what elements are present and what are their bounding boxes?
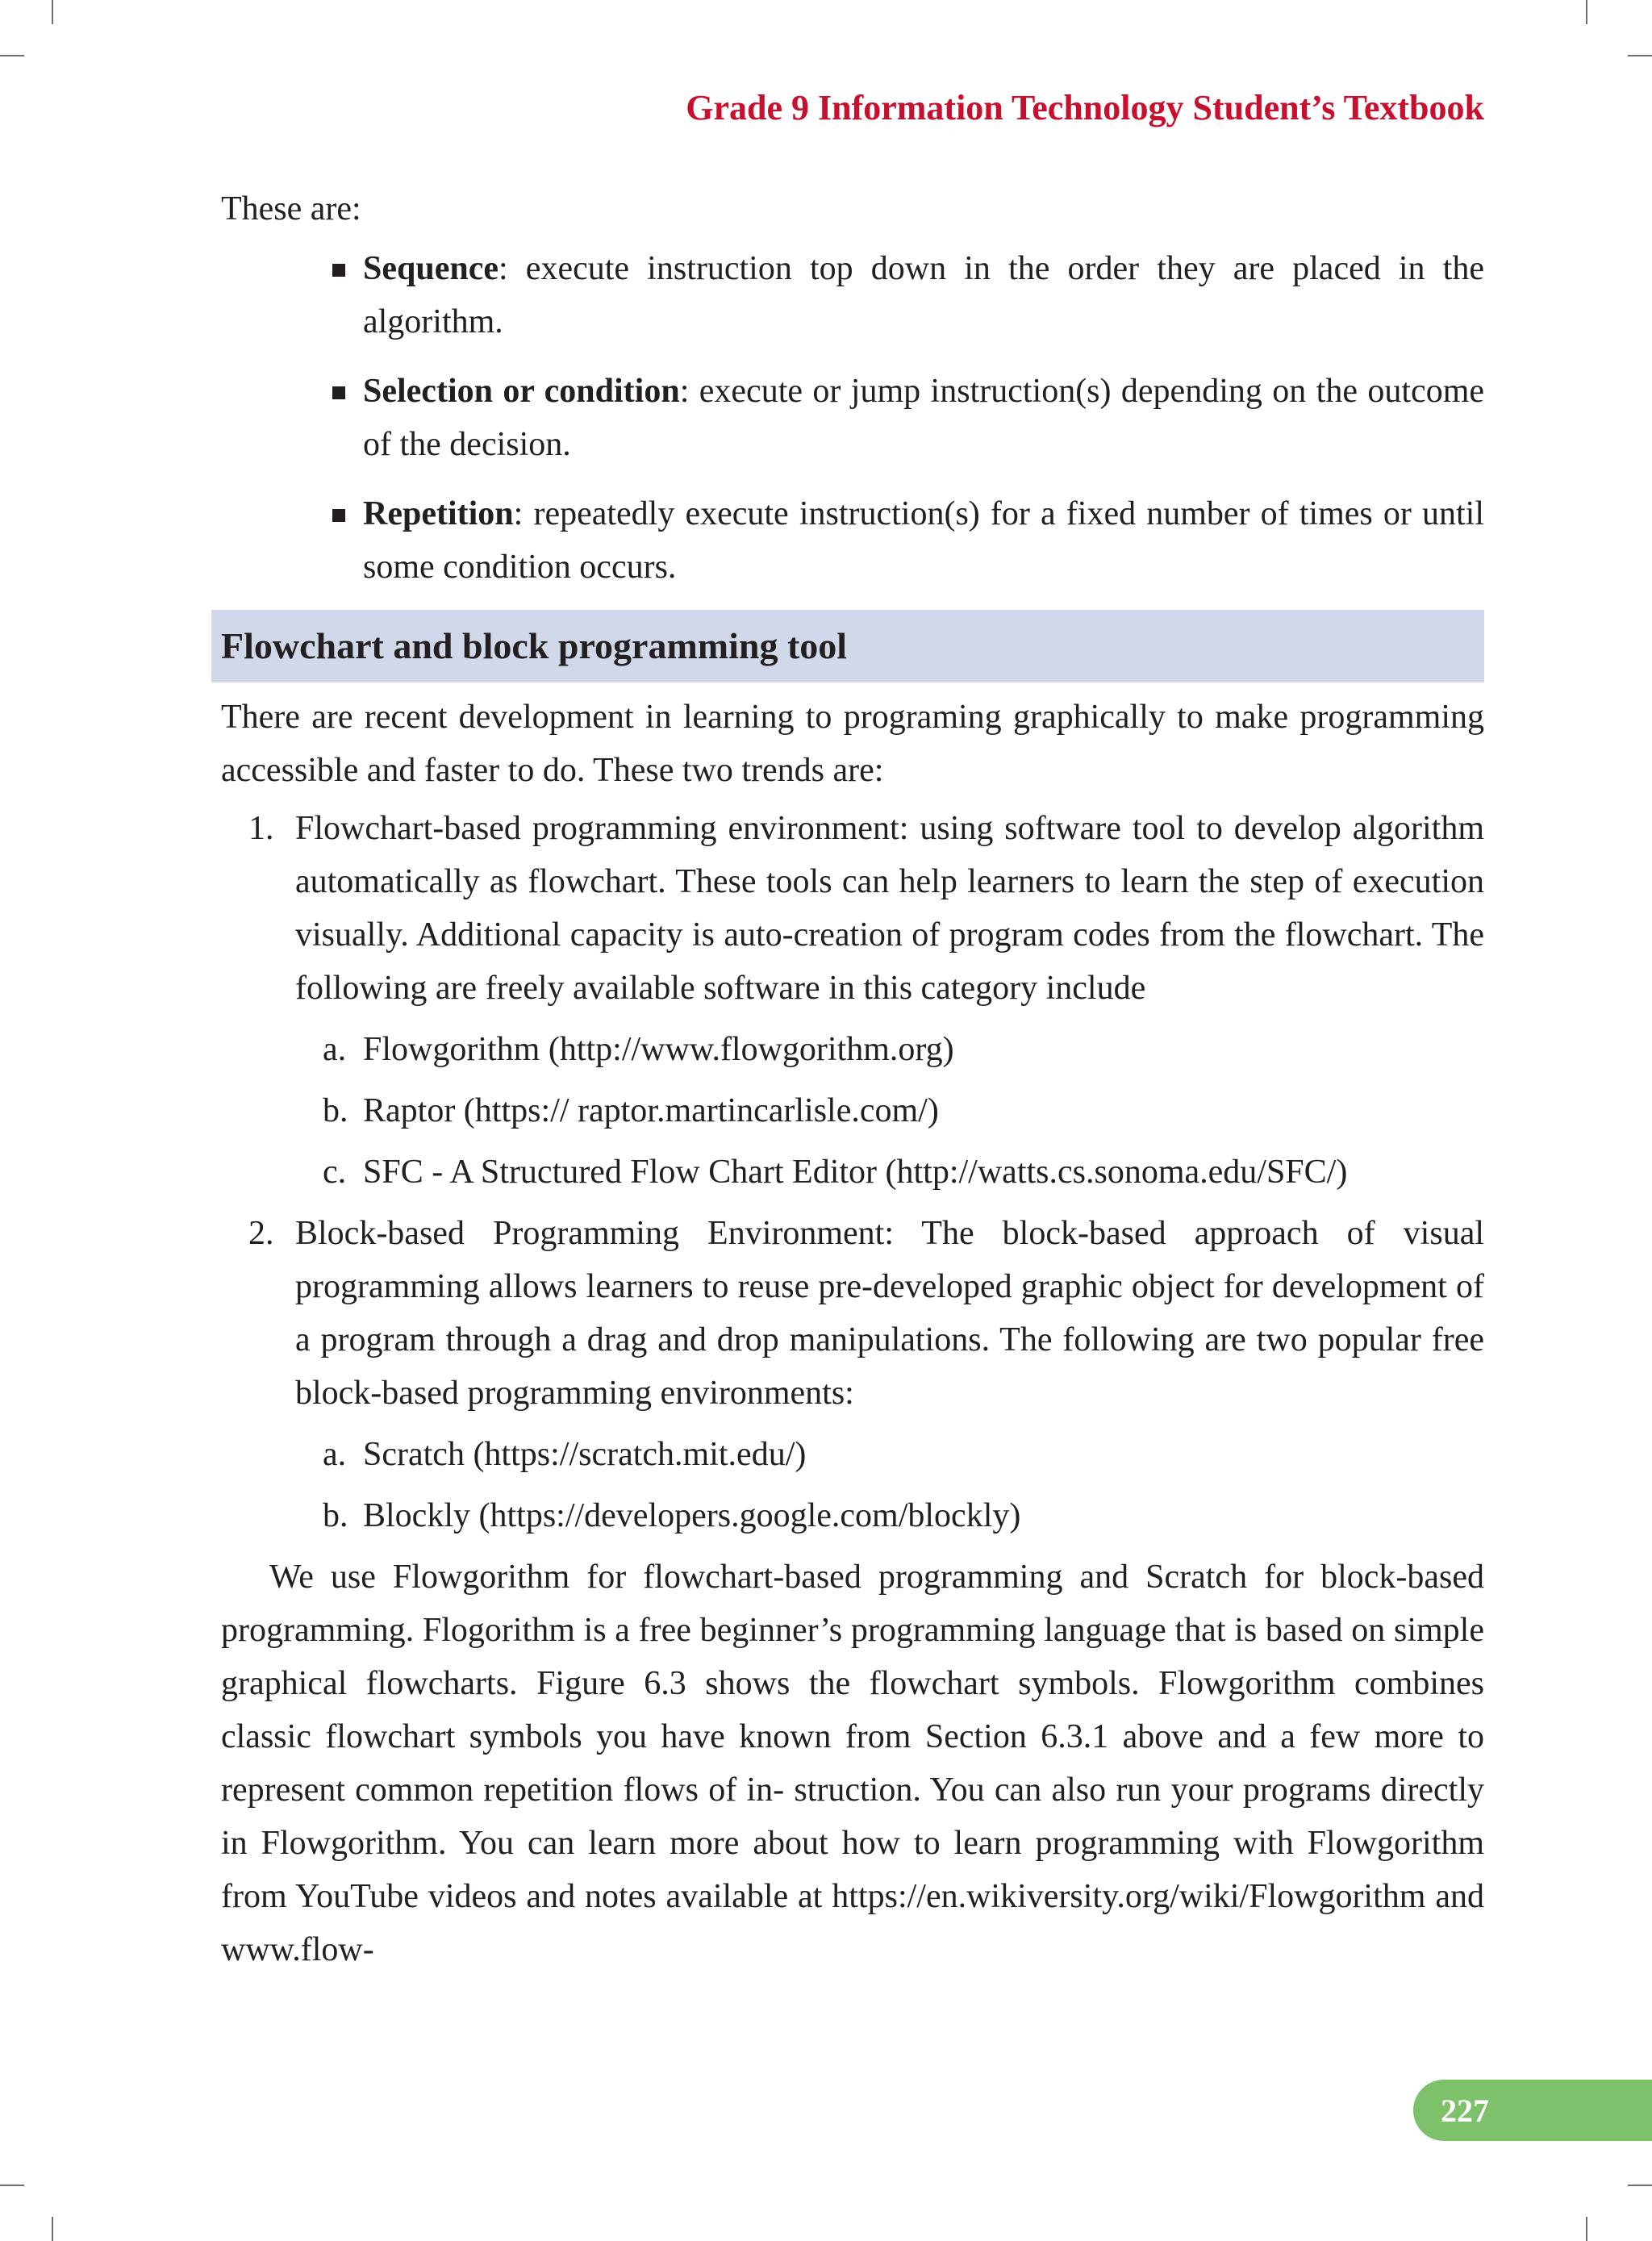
structure-list xyxy=(221,242,1484,594)
square-bullet-icon xyxy=(332,386,345,399)
crop-mark-bottom-left xyxy=(52,2217,53,2241)
trend-list xyxy=(221,802,1484,1542)
list-item xyxy=(363,487,1484,594)
tool-text: SFC - A Structured Flow Chart Editor (http://watts.cs.sonoma.edu/SFC/) xyxy=(363,1154,1348,1191)
page-number: 227 xyxy=(1441,2092,1489,2129)
list-letter: a. xyxy=(323,1031,347,1068)
tool-list xyxy=(295,1428,1484,1542)
page-body xyxy=(221,182,1484,1976)
tool-item xyxy=(323,1023,1484,1076)
trend-text: Block-based Programming Environment: The block-based approach of visual programming allows learners to reuse pre-developed graphic object for development of a program through a drag and drop manipulations. The following are two popular free block-based programming environments: xyxy=(295,1215,1484,1412)
tool-text: Raptor (https:// raptor.martincarlisle.com/) xyxy=(363,1092,939,1129)
tool-text: Blockly (https://developers.google.com/blockly) xyxy=(363,1497,1021,1534)
definition: : execute or jump instruction(s) depending on the outcome of the decision. xyxy=(363,373,1485,463)
intro-text: These are: xyxy=(221,190,361,227)
tool-text: Scratch (https://scratch.mit.edu/) xyxy=(363,1436,807,1473)
trend-item xyxy=(248,802,1484,1199)
list-item xyxy=(363,242,1484,348)
square-bullet-icon xyxy=(332,264,345,277)
page-number-tab xyxy=(1413,2080,1652,2141)
tool-item xyxy=(323,1146,1484,1199)
trend-text: Flowchart-based programming environment: using software tool to develop algorithm automatically as flowchart. These tools can help learners to learn the step of execution visually. Additional capacity is auto-creation of program codes from the flowchart. The following are freely available software in this category include xyxy=(295,810,1484,1007)
section-heading-bar xyxy=(211,610,1484,682)
list-letter: c. xyxy=(323,1154,347,1191)
term: Repetition xyxy=(363,495,514,532)
section-heading: Flowchart and block programming tool xyxy=(221,625,848,666)
tool-item xyxy=(323,1428,1484,1481)
definition: : execute instruction top down in the order they are placed in the algorithm. xyxy=(363,250,1484,340)
trend-item xyxy=(248,1207,1484,1542)
crop-mark-top-right xyxy=(1586,0,1587,24)
list-number: 1. xyxy=(248,810,274,847)
tool-text: Flowgorithm (http://www.flowgorithm.org) xyxy=(363,1031,954,1068)
tool-item xyxy=(323,1084,1484,1137)
tool-item xyxy=(323,1489,1484,1542)
tool-list xyxy=(295,1023,1484,1199)
crop-mark-left-top xyxy=(0,55,24,56)
list-letter: a. xyxy=(323,1436,347,1473)
square-bullet-icon xyxy=(332,509,345,522)
list-number: 2. xyxy=(248,1215,274,1252)
term: Sequence xyxy=(363,250,499,287)
crop-mark-right-top xyxy=(1628,55,1652,56)
list-letter: b. xyxy=(323,1497,348,1534)
crop-mark-bottom-right xyxy=(1586,2217,1587,2241)
running-header: Grade 9 Information Technology Student’s Textbook xyxy=(686,88,1484,127)
list-letter: b. xyxy=(323,1092,348,1129)
crop-mark-top-left xyxy=(52,0,53,24)
closing-paragraph: We use Flowgorithm for flowchart-based programming and Scratch for block-based programming. Flogorithm is a free beginner’s programming language that is based on simple graphical flowcharts. Figure 6.3 shows the flowchart symbols. Flowgorithm combines classic flowchart symbols you have known from Section 6.3.1 above and a few more to represent common repetition flows of in- struction. You can also run your programs directly in Flowgorithm. You can learn more about how to learn programming with Flowgorithm from YouTube videos and notes available at https://en.wikiversity.org/wiki/Flowgorithm and www.flow- xyxy=(221,1559,1484,1968)
crop-mark-left-bottom xyxy=(0,2185,24,2186)
definition: : repeatedly execute instruction(s) for a fixed number of times or until some condition occurs. xyxy=(363,495,1484,586)
term: Selection or condition xyxy=(363,373,680,410)
list-item xyxy=(363,365,1484,471)
crop-mark-right-bottom xyxy=(1628,2185,1652,2186)
section-intro: There are recent development in learning to programing graphically to make programming accessible and faster to do. These two trends are: xyxy=(221,699,1484,789)
